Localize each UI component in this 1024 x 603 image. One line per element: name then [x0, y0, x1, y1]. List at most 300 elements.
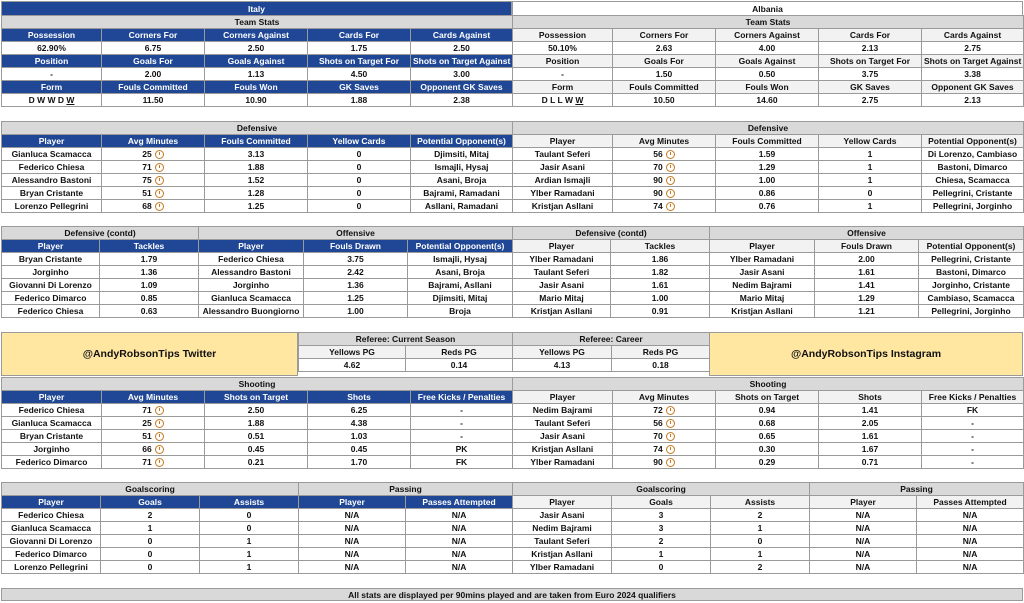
- stat-value: [411, 148, 513, 161]
- player-name: [2, 417, 102, 430]
- stat-value: [919, 279, 1024, 292]
- stat-value: [815, 253, 919, 266]
- stat-value-text: 1: [867, 149, 873, 159]
- team-stat-header-text: Shots on Target Against: [924, 56, 1022, 66]
- stat-value-text: 0.45: [350, 444, 368, 454]
- player-name: [2, 148, 102, 161]
- stat-value: [411, 187, 513, 200]
- stat-value: [611, 253, 710, 266]
- section-title-text: Passing: [389, 484, 422, 494]
- section-title: [199, 227, 513, 240]
- player-name-text: N/A: [855, 562, 871, 572]
- stat-value-text: 0.30: [758, 444, 776, 454]
- stat-value-text: 3: [658, 523, 664, 533]
- referee-title: [513, 333, 710, 346]
- table-row: [810, 535, 1024, 548]
- team-stat-value-text: 2.50: [247, 43, 265, 53]
- stat-value: [406, 548, 513, 561]
- stat-value-text: Bajrami, Asllani: [428, 280, 492, 290]
- column-header-text: Fouls Drawn: [329, 241, 381, 251]
- stopwatch-icon: [666, 202, 675, 211]
- team-stat-value: [308, 94, 411, 107]
- stat-value-text: 90: [653, 188, 663, 198]
- stat-value-text: N/A: [962, 562, 978, 572]
- stat-value: [922, 187, 1024, 200]
- column-header: [205, 135, 308, 148]
- stat-value: [716, 456, 819, 469]
- player-name-text: Jasir Asani: [538, 280, 585, 290]
- player-name-text: Jasir Asani: [539, 431, 586, 441]
- player-name: [299, 548, 406, 561]
- player-name: [2, 456, 102, 469]
- stat-value-text: Chiesa, Scamacca: [935, 175, 1010, 185]
- stat-value-text: 0.29: [758, 457, 776, 467]
- stat-value-text: 2: [757, 510, 763, 520]
- column-header-text: Shots on Target: [223, 392, 289, 402]
- player-name: [810, 509, 917, 522]
- stat-value: [917, 522, 1024, 535]
- player-name: [710, 305, 815, 318]
- stat-value-text: 25: [142, 149, 152, 159]
- table-row: [513, 561, 810, 574]
- player-name-text: Jasir Asani: [539, 510, 585, 520]
- stat-value-text: 0: [246, 510, 252, 520]
- referee-header: [513, 346, 612, 359]
- stat-value-text: 1.82: [651, 267, 669, 277]
- stopwatch-icon: [666, 406, 675, 415]
- stat-value: [101, 535, 200, 548]
- column-header: [613, 391, 716, 404]
- stat-value-text: 1.09: [140, 280, 158, 290]
- stat-value-text: 0.68: [758, 418, 776, 428]
- stat-value-text: 1.86: [651, 254, 669, 264]
- team-stat-header-text: Form: [40, 82, 63, 92]
- column-header: [613, 135, 716, 148]
- table-row: [513, 253, 710, 266]
- column-header-text: Tackles: [644, 241, 676, 251]
- stat-value-text: Asani, Broja: [435, 267, 485, 277]
- stat-value: [919, 292, 1024, 305]
- stat-value-text: Djimsiti, Mitaj: [434, 149, 489, 159]
- stat-value-text: 1.25: [347, 293, 364, 303]
- player-name: [2, 404, 102, 417]
- stopwatch-icon: [666, 419, 675, 428]
- stat-value: [100, 266, 199, 279]
- team-stat-value-text: 0.50: [758, 69, 776, 79]
- column-header-text: Player: [850, 497, 876, 507]
- team-stat-value: [613, 42, 716, 55]
- player-name-text: Lorenzo Pellegrini: [14, 201, 89, 211]
- team-stat-header-text: GK Saves: [850, 82, 890, 92]
- stat-value-text: 1.41: [858, 280, 875, 290]
- team-stat-value: [819, 94, 922, 107]
- team-stat-value-text: 1.88: [350, 95, 368, 105]
- stopwatch-icon: [666, 432, 675, 441]
- stat-value: [200, 522, 299, 535]
- team-stat-value: [411, 42, 513, 55]
- player-name-text: Federico Dimarco: [15, 457, 88, 467]
- italy-title: Italy: [2, 2, 512, 16]
- column-header: [917, 496, 1024, 509]
- player-name-text: Kristjan Asllani: [530, 306, 593, 316]
- stat-value: [716, 187, 819, 200]
- referee-header: [612, 346, 710, 359]
- table-row: [513, 174, 1024, 187]
- team-stat-value-text: 4.00: [758, 43, 776, 53]
- stat-value: [922, 456, 1024, 469]
- stat-value-text: 1: [246, 549, 252, 559]
- referee-title: [299, 333, 513, 346]
- team-stat-value: [922, 68, 1024, 81]
- stat-value-text: 1: [867, 162, 873, 172]
- column-header-text: Player: [549, 497, 575, 507]
- player-name: [513, 174, 613, 187]
- player-name: [513, 509, 612, 522]
- team-stat-header: [2, 55, 102, 68]
- team-stat-value-text: 1.13: [247, 69, 265, 79]
- player-name-text: N/A: [855, 549, 871, 559]
- column-header-text: Avg Minutes: [127, 392, 179, 402]
- column-header: [102, 391, 205, 404]
- player-name: [2, 509, 101, 522]
- player-name-text: N/A: [344, 536, 360, 546]
- referee-value-text: 4.62: [343, 360, 361, 370]
- stat-value: [308, 200, 411, 213]
- stat-value-text: N/A: [962, 510, 978, 520]
- stopwatch-icon: [666, 458, 675, 467]
- team-stat-header: [2, 29, 102, 42]
- stat-value-text: Ismajli, Hysaj: [434, 162, 489, 172]
- player-name: [2, 430, 102, 443]
- team-stat-header-text: Corners For: [639, 30, 689, 40]
- team-stats-title: [2, 16, 513, 29]
- team-stat-header: [205, 29, 308, 42]
- stat-value-text: N/A: [451, 523, 467, 533]
- column-header: [919, 240, 1024, 253]
- stat-value-text: 0: [356, 188, 362, 198]
- team-stat-value: [819, 42, 922, 55]
- section-title: [299, 483, 513, 496]
- stat-value: [308, 430, 411, 443]
- instagram-promo[interactable]: @AndyRobsonTips Instagram: [709, 332, 1023, 376]
- stat-value: [819, 430, 922, 443]
- stat-value-text: 71: [142, 405, 152, 415]
- player-name-text: Taulant Seferi: [533, 267, 590, 277]
- team-stat-header: [308, 29, 411, 42]
- player-name-text: Ylber Ramadani: [529, 562, 595, 572]
- stat-value: [408, 279, 513, 292]
- stopwatch-icon: [155, 419, 164, 428]
- table-row: [513, 187, 1024, 200]
- albania-offensive: [709, 226, 1024, 318]
- stat-value: [922, 417, 1024, 430]
- stat-value: [716, 148, 819, 161]
- player-name-text: Taulant Seferi: [534, 418, 591, 428]
- player-name: [199, 292, 304, 305]
- team-stat-header-text: Opponent GK Saves: [931, 82, 1014, 92]
- player-name-text: Mario Mitaj: [539, 293, 584, 303]
- table-row: [2, 187, 513, 200]
- table-row: [710, 305, 1024, 318]
- player-name: [513, 292, 611, 305]
- twitter-promo[interactable]: @AndyRobsonTips Twitter: [1, 332, 298, 376]
- stat-value: [612, 535, 711, 548]
- stat-value: [716, 404, 819, 417]
- table-row: [2, 509, 299, 522]
- section-title-text: Goalscoring: [636, 484, 686, 494]
- player-name-text: Nedim Bajrami: [532, 523, 592, 533]
- stat-value-text: Pellegrini, Jorginho: [931, 306, 1011, 316]
- player-name-text: Gianluca Scamacca: [11, 149, 92, 159]
- player-name: [513, 253, 611, 266]
- player-name-text: Ylber Ramadani: [529, 254, 594, 264]
- stat-value: [100, 305, 199, 318]
- player-name-text: Federico Chiesa: [18, 510, 84, 520]
- column-header: [819, 391, 922, 404]
- team-stat-value-text: 1.50: [655, 69, 673, 79]
- column-header-text: Fouls Drawn: [840, 241, 892, 251]
- table-row: [513, 535, 810, 548]
- column-header: [922, 391, 1024, 404]
- stopwatch-icon: [155, 163, 164, 172]
- stat-value: [304, 305, 408, 318]
- stat-value-text: 6.25: [350, 405, 368, 415]
- stat-value-text: 1.59: [758, 149, 776, 159]
- player-name-text: N/A: [855, 536, 871, 546]
- stat-value-text: 0.71: [861, 457, 879, 467]
- column-header: [100, 240, 199, 253]
- table-row: [2, 200, 513, 213]
- team-stat-header-text: Form: [551, 82, 574, 92]
- player-name: [2, 561, 101, 574]
- column-header: [513, 496, 612, 509]
- team-stat-header-text: Corners Against: [223, 30, 289, 40]
- column-header: [308, 135, 411, 148]
- stat-value-text: 1.52: [247, 175, 265, 185]
- stat-value-text: 1: [246, 536, 252, 546]
- stat-value-text: Bastoni, Dimarco: [937, 162, 1008, 172]
- stat-value-text: 0.91: [651, 306, 669, 316]
- stat-value: [815, 266, 919, 279]
- stat-value: [411, 430, 513, 443]
- stat-value-text: -: [460, 405, 463, 415]
- column-header: [711, 496, 810, 509]
- team-stat-header: [102, 29, 205, 42]
- team-stat-header-text: Goals For: [644, 56, 684, 66]
- table-row: [299, 509, 513, 522]
- stat-value-text: 0: [356, 201, 362, 211]
- player-name-text: Alessandro Bastoni: [211, 267, 291, 277]
- stat-value: [408, 292, 513, 305]
- stat-value-text: 0: [757, 536, 763, 546]
- column-header-text: Yellow Cards: [843, 136, 897, 146]
- table-row: [513, 266, 710, 279]
- player-name: [2, 548, 101, 561]
- stat-value-text: 71: [142, 162, 152, 172]
- stat-value: [406, 535, 513, 548]
- stat-value: [304, 266, 408, 279]
- player-name-text: Lorenzo Pellegrini: [14, 562, 88, 572]
- player-name: [513, 430, 613, 443]
- stat-value-text: 0.94: [758, 405, 776, 415]
- team-stat-header: [411, 55, 513, 68]
- stat-value-text: Asllani, Ramadani: [424, 201, 499, 211]
- stat-value: [205, 404, 308, 417]
- referee-header-text: Reds PG: [642, 347, 679, 357]
- player-name: [2, 292, 100, 305]
- player-name-text: Ylber Ramadani: [530, 457, 595, 467]
- stat-value-text: -: [971, 431, 974, 441]
- team-stat-value-text: 11.50: [142, 95, 164, 105]
- stat-value: [205, 161, 308, 174]
- stat-value-text: 1.28: [247, 188, 265, 198]
- stat-value: [205, 456, 308, 469]
- referee-header-text: Yellows PG: [329, 347, 375, 357]
- team-stat-value: [411, 94, 513, 107]
- referee-career: [512, 332, 710, 372]
- team-stat-value: [411, 68, 513, 81]
- stat-value: [411, 404, 513, 417]
- team-stat-value: [205, 94, 308, 107]
- stat-value-text: Cambiaso, Scamacca: [927, 293, 1015, 303]
- stat-value-text: 70: [653, 162, 663, 172]
- stat-value-text: 1.61: [858, 267, 875, 277]
- team-stat-header-text: Cards For: [849, 30, 891, 40]
- stat-value-text: 1.88: [247, 162, 265, 172]
- stat-value: [102, 430, 205, 443]
- column-header-text: Player: [549, 392, 576, 402]
- table-row: [199, 279, 513, 292]
- stat-value-text: 0: [867, 188, 873, 198]
- stat-value: [411, 417, 513, 430]
- section-title: [2, 122, 513, 135]
- team-stat-value-text: 4.50: [350, 69, 368, 79]
- stat-value: [200, 561, 299, 574]
- column-header: [815, 240, 919, 253]
- team-stat-value: [922, 42, 1024, 55]
- stat-value: [205, 430, 308, 443]
- albania-title-table: [512, 1, 1023, 16]
- player-name: [710, 253, 815, 266]
- team-stat-header: [716, 81, 819, 94]
- stat-value-text: 66: [142, 444, 152, 454]
- player-name-text: Ylber Ramadani: [530, 188, 595, 198]
- stat-value: [711, 561, 810, 574]
- stopwatch-icon: [155, 406, 164, 415]
- stat-value-text: 0.21: [247, 457, 265, 467]
- team-stat-header: [102, 55, 205, 68]
- table-row: [513, 430, 1024, 443]
- column-header-text: Potential Opponent(s): [926, 241, 1016, 251]
- stat-value-text: N/A: [962, 523, 978, 533]
- stat-value: [200, 509, 299, 522]
- stat-value-text: 75: [142, 175, 152, 185]
- player-name-text: Federico Chiesa: [18, 405, 85, 415]
- player-name: [2, 535, 101, 548]
- stat-value: [411, 161, 513, 174]
- team-stat-value: [513, 42, 613, 55]
- stat-value: [102, 187, 205, 200]
- stat-value: [716, 417, 819, 430]
- stat-value-text: N/A: [451, 562, 467, 572]
- column-header: [308, 391, 411, 404]
- stat-value: [815, 292, 919, 305]
- stat-value: [711, 509, 810, 522]
- stat-value-text: 2: [147, 510, 153, 520]
- stat-value-text: Asani, Broja: [436, 175, 487, 185]
- stat-value: [716, 430, 819, 443]
- stat-value: [613, 404, 716, 417]
- stat-value: [304, 253, 408, 266]
- team-stat-header: [613, 81, 716, 94]
- stat-value: [205, 200, 308, 213]
- table-row: [513, 456, 1024, 469]
- team-stat-value-text: 1.75: [350, 43, 368, 53]
- column-header: [513, 240, 611, 253]
- stat-value-text: 1.41: [861, 405, 879, 415]
- albania-defensive-contd: [512, 226, 710, 318]
- stat-value: [205, 187, 308, 200]
- player-name-text: Federico Dimarco: [14, 293, 87, 303]
- table-row: [199, 292, 513, 305]
- player-name: [710, 266, 815, 279]
- column-header-text: Yellow Cards: [332, 136, 386, 146]
- referee-value-text: 4.13: [553, 360, 571, 370]
- stat-value-text: 0.63: [140, 306, 158, 316]
- referee-title-text: Referee: Current Season: [355, 334, 456, 344]
- column-header-text: Assists: [233, 497, 265, 507]
- player-name-text: N/A: [344, 510, 360, 520]
- player-name: [513, 305, 611, 318]
- column-header: [612, 496, 711, 509]
- table-row: [2, 148, 513, 161]
- stat-value: [102, 456, 205, 469]
- column-header: [205, 391, 308, 404]
- section-title: [513, 122, 1024, 135]
- stat-value-text: Djimsiti, Mitaj: [432, 293, 488, 303]
- stat-value-text: 0: [356, 149, 362, 159]
- stat-value-text: -: [460, 431, 463, 441]
- section-title-text: Shooting: [749, 379, 787, 389]
- stat-value: [819, 161, 922, 174]
- player-name: [513, 279, 611, 292]
- stat-value: [200, 548, 299, 561]
- team-stat-header-text: Opponent GK Saves: [420, 82, 503, 92]
- stat-value-text: Di Lorenzo, Cambiaso: [927, 149, 1018, 159]
- stat-value: [611, 266, 710, 279]
- stat-value-text: 90: [653, 175, 663, 185]
- section-title: [513, 378, 1024, 391]
- column-header-text: Avg Minutes: [638, 136, 690, 146]
- stopwatch-icon: [155, 202, 164, 211]
- stat-value-text: Bajrami, Ramadani: [423, 188, 500, 198]
- stat-value: [102, 417, 205, 430]
- team-stat-header-text: Fouls Won: [745, 82, 789, 92]
- column-header-text: Player: [38, 136, 65, 146]
- stat-value: [922, 443, 1024, 456]
- team-stat-value-text: 2.13: [861, 43, 879, 53]
- column-header-text: Player: [549, 136, 576, 146]
- stat-value: [304, 279, 408, 292]
- table-row: [710, 253, 1024, 266]
- player-name: [513, 161, 613, 174]
- stat-value: [308, 443, 411, 456]
- stat-value: [308, 148, 411, 161]
- stat-value-text: N/A: [451, 536, 467, 546]
- section-title-text: Shooting: [238, 379, 276, 389]
- player-name: [2, 200, 102, 213]
- stat-value-text: 0: [246, 523, 252, 533]
